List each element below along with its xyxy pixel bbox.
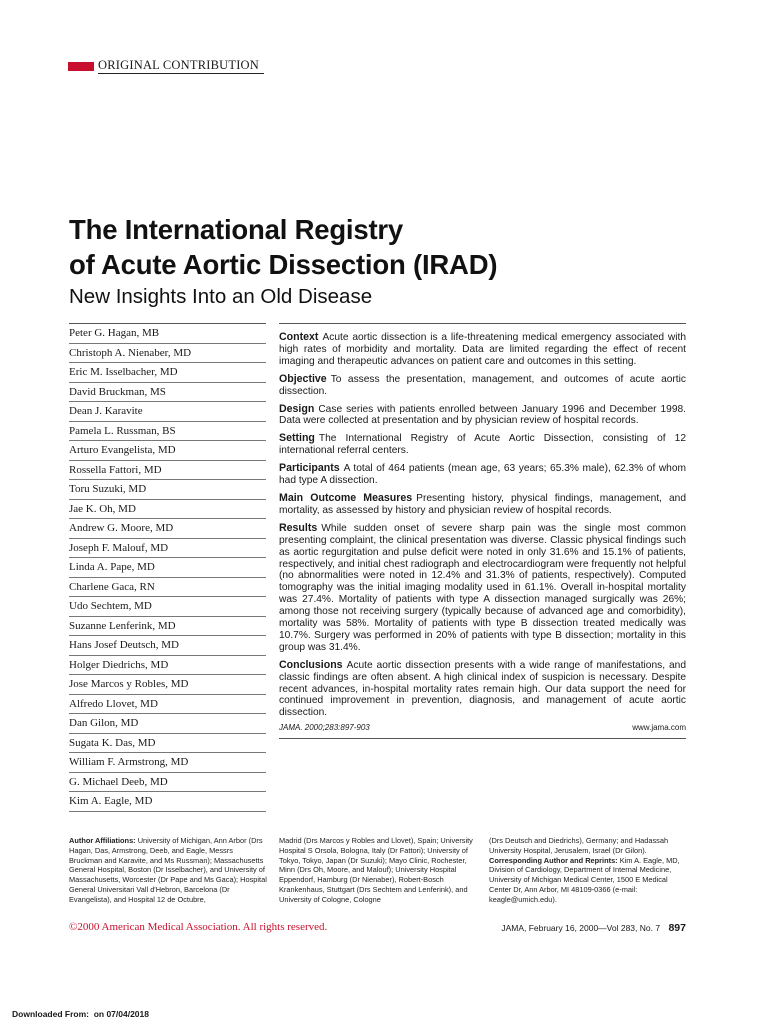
author-item: William F. Armstrong, MD (69, 753, 266, 773)
abstract-heading: Design (279, 402, 315, 415)
section-tag-bar (68, 62, 94, 71)
author-item: Eric M. Isselbacher, MD (69, 363, 266, 383)
page-footer (501, 922, 686, 934)
abstract-heading: Setting (279, 432, 315, 445)
author-item: Jose Marcos y Robles, MD (69, 675, 266, 695)
abstract-text: A total of 464 patients (mean age, 63 years; 65.3% male), 62.3% of whom had type A dissection. (279, 463, 686, 487)
abstract-text: Acute aortic dissection presents with a wide range of manifestations, and classic findings are often absent. A high clinical index of suspicion is necessary. Despite recent advances, in-hospital mortality rates remain high. Our data support the need for continued improvement in prevention, diagnosis, and management of acute aortic dissection. (279, 659, 686, 719)
copyright-notice: ©2000 American Medical Association. All rights reserved. (69, 921, 328, 933)
website-link[interactable]: www.jama.com (632, 723, 686, 733)
citation-row (279, 722, 686, 739)
author-item: David Bruckman, MS (69, 383, 266, 403)
abstract-conclusions (279, 660, 686, 720)
download-stamp: Downloaded From: on 07/04/2018 (12, 1009, 149, 1019)
author-item: Alfredo Llovet, MD (69, 695, 266, 715)
citation: JAMA. 2000;283:897-903 (279, 723, 370, 733)
affiliations-text-1: University of Michigan, Ann Arbor (Drs Hagan, Das, Armstrong, Deeb, and Eagle, Messrs Bruckman and Karavite, and Ms Russman); Massachusetts General Hospital, Boston (Dr Isselbacher), and University of Massachusetts, Worcester (Dr Pape and Ms Gaca); Hospital General Universitari Vall d'Hebron, Barcelona (Dr Evangelista), and Hospital 12 de Octubre, (69, 836, 267, 904)
abstract-text: Case series with patients enrolled between January 1996 and December 1998. Data were collected at presentation and by physician review of hospital records. (279, 403, 686, 427)
abstract-heading: Results (279, 521, 318, 534)
author-item: Suzanne Lenferink, MD (69, 617, 266, 637)
abstract-setting (279, 433, 686, 457)
author-item: Kim A. Eagle, MD (69, 792, 266, 812)
abstract-heading: Main Outcome Measures (279, 491, 413, 504)
abstract-heading: Conclusions (279, 658, 343, 671)
author-item: Pamela L. Russman, BS (69, 422, 266, 442)
author-item: Holger Diedrichs, MD (69, 656, 266, 676)
author-item: Arturo Evangelista, MD (69, 441, 266, 461)
abstract-heading: Context (279, 331, 319, 343)
abstract-heading: Objective (279, 372, 327, 385)
author-item: Dean J. Karavite (69, 402, 266, 422)
affiliations-col-2 (279, 836, 476, 905)
author-item: G. Michael Deeb, MD (69, 773, 266, 793)
author-item: Peter G. Hagan, MB (69, 324, 266, 344)
section-label: ORIGINAL CONTRIBUTION (98, 58, 260, 72)
section-rule (98, 73, 264, 74)
abstract-text: The International Registry of Acute Aortic Dissection, consisting of 12 international referral centers. (279, 433, 686, 457)
affiliations-heading: Author Affiliations: (69, 836, 136, 845)
author-item: Hans Josef Deutsch, MD (69, 636, 266, 656)
author-item: Jae K. Oh, MD (69, 500, 266, 520)
issue-info: February 16, 2000—Vol 283, No. 7 (528, 923, 661, 933)
author-item: Udo Sechtem, MD (69, 597, 266, 617)
abstract-heading: Participants (279, 462, 340, 475)
abstract-context (279, 332, 686, 368)
author-item: Charlene Gaca, RN (69, 578, 266, 598)
abstract-design (279, 404, 686, 428)
page-number: 897 (668, 922, 686, 934)
affiliations-text-2: Madrid (Drs Marcos y Robles and Llovet), Spain; University Hospital S Orsola, Bologna, Italy (Dr Fattori); University of Tokyo, Tokyo, Japan (Dr Suzuki); Mayo Clinic, Rochester, Minn (Drs Oh, Moore, and Malouf); University Hospital Eppendorf, Hamburg (Dr Nienaber), Robert-Bosch Krankenhaus, Stuttgart (Drs Sechtem and Lenferink), and University of Cologne, Cologne (279, 836, 473, 904)
abstract (279, 323, 686, 739)
abstract-text: Acute aortic dissection is a life-threatening medical emergency associated with high rates of morbidity and mortality. Data are limited regarding the effect of recent imaging and therapeutic advances on patient care and outcomes in this setting. (279, 332, 686, 367)
abstract-text: Presenting history, physical findings, management, and mortality, as assessed by history and physician review of hospital records. (279, 492, 686, 516)
affiliations-col-1 (69, 836, 267, 905)
abstract-text: While sudden onset of severe sharp pain was the single most common presenting complaint, the clinical presentation was diverse. Classic physical findings such as aortic regurgitation and pulse deficit were noted in only 31.6% and 15.1% of patients, respectively, and initial chest radiograph and electrocardiogram were frequently not helpful (no abnormalities were noted in 12.4% and 31.3% of patients, respectively). Computed tomography was the initial imaging modality used in 61.1%. Overall in-hospital mortality was 27.4%. Mortality of patients with type A dissection managed surgically was 26%; among those not receiving surgery (typically because of advanced age and comorbidity), mortality was 58%. Mortality of patients with type B dissection treated medically was 10.7%. Surgery was performed in 20% of patients with type B dissection; mortality in this group was 31.4%. (279, 522, 686, 653)
author-item: Linda A. Pape, MD (69, 558, 266, 578)
author-list (69, 323, 266, 812)
title-line-2: of Acute Aortic Dissection (IRAD) (69, 249, 498, 280)
affiliations-col-3 (489, 836, 687, 905)
author-item: Rossella Fattori, MD (69, 461, 266, 481)
title-line-1: The International Registry (69, 214, 404, 245)
abstract-objective (279, 374, 686, 398)
author-item: Andrew G. Moore, MD (69, 519, 266, 539)
author-item: Joseph F. Malouf, MD (69, 539, 266, 559)
abstract-results (279, 523, 686, 654)
correspondence-heading: Corresponding Author and Reprints: (489, 855, 618, 865)
author-item: Dan Gilon, MD (69, 714, 266, 734)
article-title (69, 212, 497, 282)
abstract-text: To assess the presentation, management, and outcomes of acute aortic dissection. (279, 373, 686, 397)
correspondence-text: Kim A. Eagle, MD, Division of Cardiology, Department of Internal Medicine, University of Michigan Medical Center, 1500 E Medical Center Dr, Ann Arbor, MI 48109-0366 (e-mail: keagle@umich.edu). (489, 855, 680, 904)
author-item: Sugata K. Das, MD (69, 734, 266, 754)
author-item: Christoph A. Nienaber, MD (69, 344, 266, 364)
journal-name: JAMA, (501, 923, 527, 933)
author-item: Toru Suzuki, MD (69, 480, 266, 500)
abstract-participants (279, 463, 686, 487)
article-subtitle: New Insights Into an Old Disease (69, 285, 373, 308)
affiliations-text-3: (Drs Deutsch and Diedrichs), Germany; and Hadassah University Hospital, Jerusalem, Israel (Dr Gilon). (489, 836, 669, 855)
abstract-main-outcome (279, 493, 686, 517)
